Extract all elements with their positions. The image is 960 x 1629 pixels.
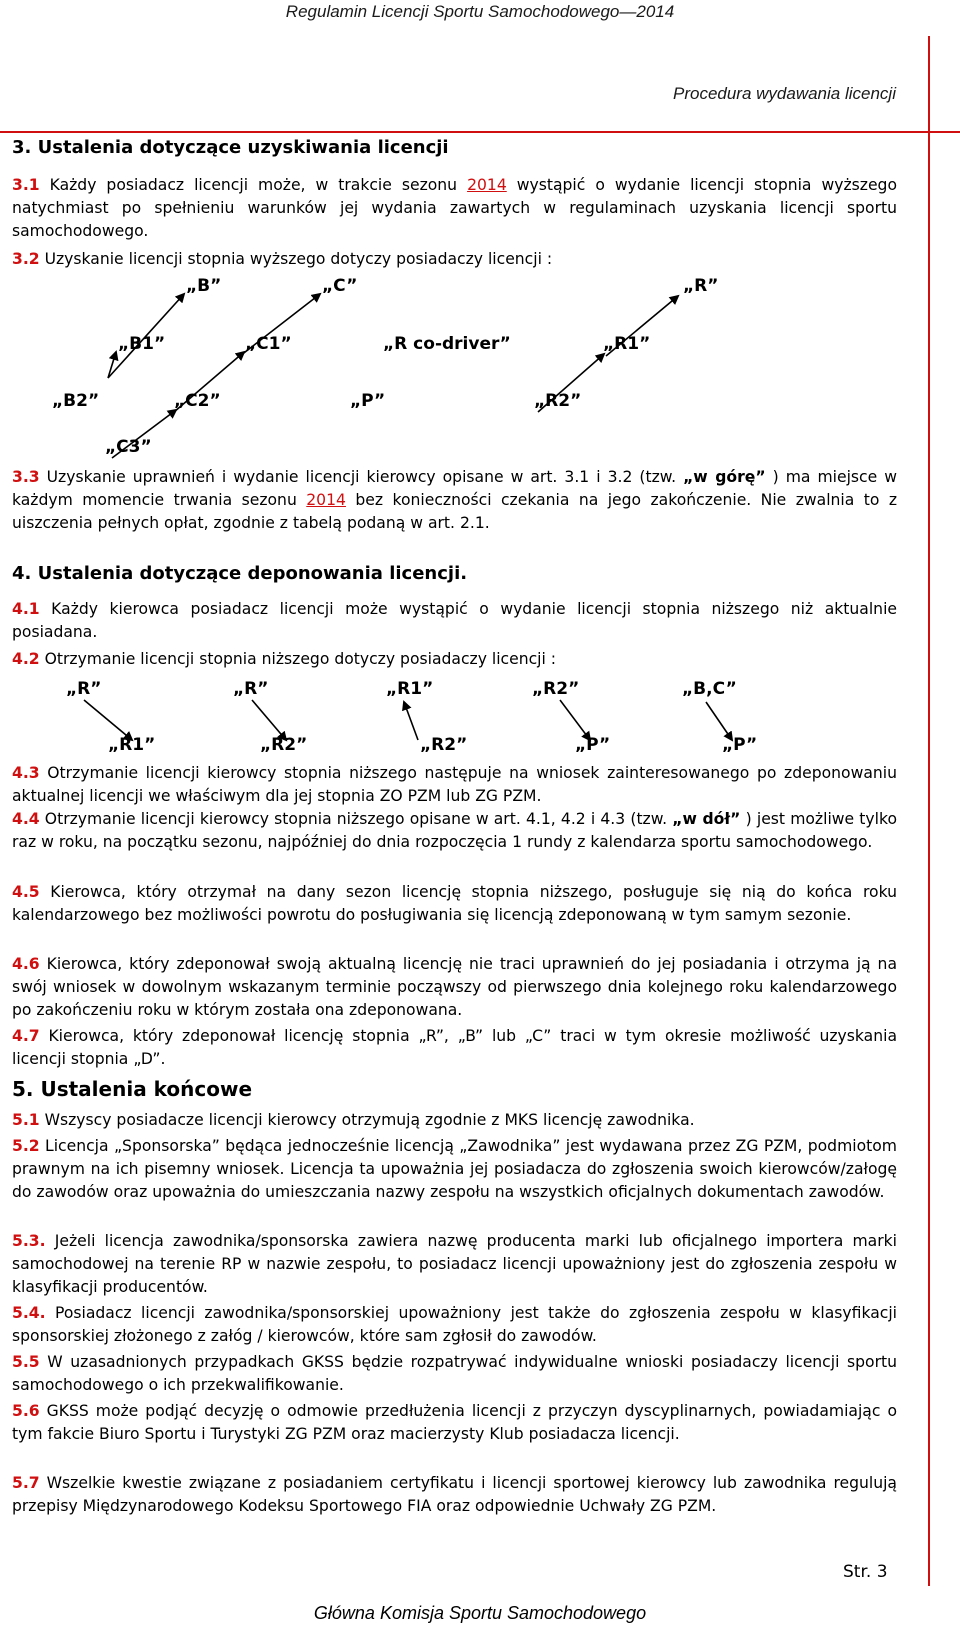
diagram-label-c1: „C1”	[245, 334, 292, 354]
para-number: 4.1	[12, 600, 40, 618]
season-year: 2014	[306, 491, 346, 509]
diagram-label-c: „C”	[322, 276, 358, 296]
diagram-label-b2: „B2”	[52, 391, 100, 411]
section-header: Procedura wydawania licencji	[672, 84, 896, 103]
paragraph-4-1: 4.1 Każdy kierowca posiadacz licencji może wystąpić o wydanie licencji stopnia niższego niż aktualnie posiadana.	[12, 600, 897, 641]
heading-section-3: 3. Ustalenia dotyczące uzyskiwania licencji	[12, 137, 449, 158]
paragraph-5-5: 5.5 W uzasadnionych przypadkach GKSS będzie rozpatrywać indywidualne wnioski posiadaczy licencji sportu samochodowego o ich przekwalifikowanie.	[12, 1353, 897, 1394]
para-number: 3.3	[12, 468, 40, 486]
downgrade-top-label: „R”	[233, 679, 269, 699]
arrow-r2-to-r1	[538, 354, 604, 412]
heading-section-5: 5. Ustalenia końcowe	[12, 1077, 253, 1101]
paragraph-4-6: 4.6 Kierowca, który zdeponował swoją aktualną licencję nie traci uprawnień do jej posiadania i otrzyma ją na swój wniosek w dowolnym wskazanym terminie począwszy od pierwszego dnia kolejnego roku kalendarzowego po zakończeniu roku w którym została ona zdeponowana.	[12, 955, 897, 1019]
para-number: 4.3	[12, 764, 40, 782]
para-number: 5.5	[12, 1353, 40, 1371]
para-number: 4.5	[12, 883, 40, 901]
downgrade-top-label: „R2”	[532, 679, 580, 699]
downgrade-top-label: „R1”	[386, 679, 434, 699]
arrow-bc-to-p	[706, 702, 732, 740]
downgrade-bottom-label: „P”	[722, 735, 758, 755]
downgrade-bottom-label: „P”	[575, 735, 611, 755]
diagram-label-b: „B”	[186, 276, 222, 296]
para-number: 3.2	[12, 250, 40, 268]
arrow-r-to-r2	[252, 700, 286, 740]
diagram-label-r: „R”	[683, 276, 719, 296]
paragraph-5-4: 5.4. Posiadacz licencji zawodnika/sponsorskiej upoważniony jest także do zgłoszenia zespołu w klasyfikacji sponsorskiej złożonego z załóg / kierowców, które sam zgłosił do zawodów.	[12, 1304, 897, 1345]
heading-section-4: 4. Ustalenia dotyczące deponowania licencji.	[12, 563, 468, 584]
paragraph-3-2: 3.2 Uzyskanie licencji stopnia wyższego dotyczy posiadaczy licencji :	[12, 250, 553, 268]
para-number: 5.3.	[12, 1232, 46, 1250]
arrow-r-to-r1	[84, 700, 132, 740]
paragraph-5-1: 5.1 Wszyscy posiadacze licencji kierowcy otrzymują zgodnie z MKS licencję zawodnika.	[12, 1111, 695, 1129]
downgrade-bottom-label: „R2”	[420, 735, 468, 755]
paragraph-5-6: 5.6 GKSS może podjąć decyzję o odmowie przedłużenia licencji z przyczyn dyscyplinarnych, powiadamiając o tym fakcie Biuro Sportu i Turystyki ZG PZM oraz macierzysty Klub posiadacza licencji.	[12, 1402, 897, 1443]
paragraph-4-5: 4.5 Kierowca, który otrzymał na dany sezon licencję stopnia niższego, posługuje się nią do końca roku kalendarzowego bez możliwości powrotu do posługiwania się licencją zdeponowaną w tym samym sezonie.	[12, 883, 897, 924]
season-year: 2014	[467, 176, 507, 194]
diagram-label-r2: „R2”	[534, 391, 582, 411]
arrow-r1-to-r2	[404, 702, 418, 740]
para-number: 5.1	[12, 1111, 40, 1129]
paragraph-5-2: 5.2 Licencja „Sponsorska” będąca jednocześnie licencją „Zawodnika” jest wydawana przez ZG PZM, podmiotom prawnym na ich pisemny wniosek. Licencja ta upoważnia jej posiadacza do zgłoszenia swoich kierowców/załogę do zawodów oraz upoważnia do umieszczania nazwy zespołu na wszystkich oficjalnych dokumentach zawodów.	[12, 1137, 897, 1201]
arrow-r2-to-p	[560, 700, 590, 740]
para-number: 5.4.	[12, 1304, 46, 1322]
para-number: 5.2	[12, 1137, 40, 1155]
downgrade-bottom-label: „R1”	[108, 735, 156, 755]
para-number: 4.4	[12, 810, 40, 828]
diagram-label-r1: „R1”	[603, 334, 651, 354]
diagram-label-b1: „B1”	[118, 334, 166, 354]
paragraph-4-7: 4.7 Kierowca, który zdeponował licencję stopnia „R”, „B” lub „C” traci w tym okresie możliwość uzyskania licencji stopnia „D”.	[12, 1027, 897, 1068]
downgrade-bottom-label: „R2”	[260, 735, 308, 755]
downgrade-top-label: „B,C”	[682, 679, 737, 699]
downgrade-top-label: „R”	[66, 679, 102, 699]
paragraph-4-2: 4.2 Otrzymanie licencji stopnia niższego dotyczy posiadaczy licencji :	[12, 650, 557, 668]
paragraph-5-3: 5.3. Jeżeli licencja zawodnika/sponsorska zawiera nazwę producenta marki lub oficjalnego importera marki samochodowej na terenie RP w nazwie zespołu, to posiadacz licencji upoważniony jest do zgłoszenia zespołu w klasyfikacji producentów.	[12, 1232, 897, 1296]
diagram-label-r-codriver: „R co-driver”	[383, 334, 511, 354]
para-number: 3.1	[12, 176, 40, 194]
arrow-c3-to-c2	[112, 410, 176, 458]
diagram-label-p: „P”	[350, 391, 386, 411]
arrow-b1-to-b	[108, 294, 184, 378]
page-number: Str. 3	[843, 1562, 888, 1582]
arrow-c1-to-c	[240, 294, 320, 356]
paragraph-5-7: 5.7 Wszelkie kwestie związane z posiadaniem certyfikatu i licencji sportowej kierowcy lub zawodnika regulują przepisy Międzynarodowego Kodeksu Sportowego FIA oraz odpowiednie Uchwały ZG PZM.	[12, 1474, 897, 1515]
diagram-label-c3: „C3”	[105, 437, 152, 457]
arrow-r1-to-r	[606, 296, 678, 356]
paragraph-4-3: 4.3 Otrzymanie licencji kierowcy stopnia niższego następuje na wniosek zainteresowanego po zdeponowaniu aktualnej licencji we właściwym dla jej stopnia ZO PZM lub ZG PZM.	[12, 764, 897, 805]
running-footer: Główna Komisja Sportu Samochodowego	[313, 1603, 647, 1623]
paragraph-4-4: 4.4 Otrzymanie licencji kierowcy stopnia niższego opisane w art. 4.1, 4.2 i 4.3 (tzw. „w dół” ) jest możliwe tylko raz w roku, na początku sezonu, najpóźniej do dnia rozpoczęcia 1 rundy z kalendarza sportu samochodowego.	[12, 810, 897, 851]
para-number: 4.7	[12, 1027, 40, 1045]
paragraph-3-1: 3.1 Każdy posiadacz licencji może, w trakcie sezonu 2014 wystąpić o wydanie licencji stopnia wyższego natychmiast po spełnieniu warunków jej wydania zawartych w regulaminach uzyskania licencji sportu samochodowego.	[12, 176, 897, 240]
running-header: Regulamin Licencji Sportu Samochodowego—2014	[285, 2, 675, 21]
paragraph-3-3: 3.3 Uzyskanie uprawnień i wydanie licencji kierowcy opisane w art. 3.1 i 3.2 (tzw. „w górę” ) ma miejsce w każdym momencie trwania sezonu 2014 bez konieczności czekania na jego zakończenie. Nie zwalnia to z uiszczenia pełnych opłat, zgodnie z tabelą podaną w art. 2.1.	[12, 468, 898, 532]
para-number: 4.6	[12, 955, 40, 973]
arrow-c2-to-c1	[174, 352, 244, 412]
para-number: 5.7	[12, 1474, 40, 1492]
para-number: 5.6	[12, 1402, 40, 1420]
diagram-label-c2: „C2”	[174, 391, 221, 411]
para-number: 4.2	[12, 650, 40, 668]
